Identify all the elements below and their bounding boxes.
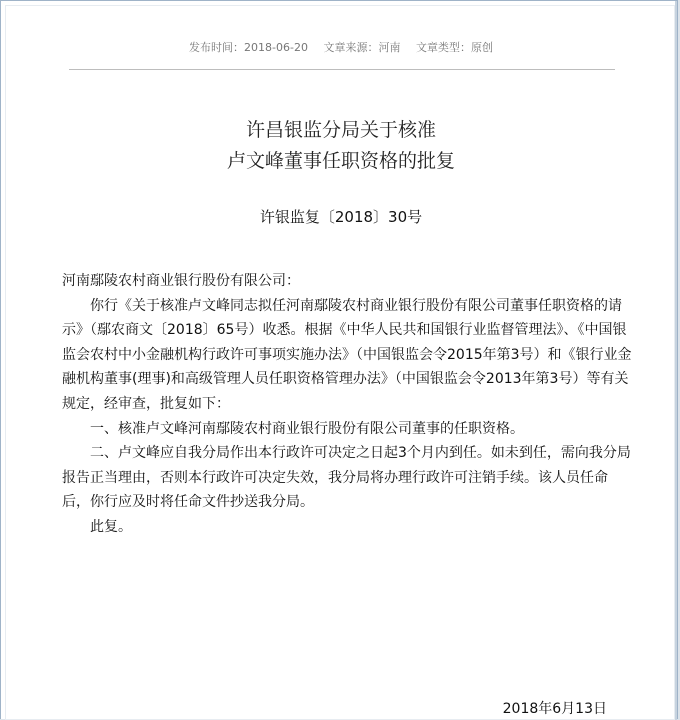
recipient-line: 河南鄢陵农村商业银行股份有限公司： xyxy=(62,273,300,289)
paragraph-3: 二、卢文峰应自我分局作出本行政许可决定之日起3个月内到任。如未到任，需向我分局报告正当理由，否则本行政许可决定失效，我分局将办理行政许可注销手续。该人员任命后，你行应及时将任命文件抄送我分局。 xyxy=(62,445,631,511)
issue-date: 2018年6月13日 xyxy=(502,701,607,717)
article-type: 文章类型：原创 xyxy=(415,41,493,54)
publish-time: 发布时间：2018-06-20 xyxy=(189,41,308,54)
paragraph-1: 你行《关于核准卢文峰同志拟任河南鄢陵农村商业银行股份有限公司董事任职资格的请示》（鄢农商文〔2018〕65号）收悉。根据《中华人民共和国银行业监督管理法》、《中国银监会农村中小金融机构行政许可事项实施办法》（中国银监会令2015年第3号）和《银行业金融机构董事(理事)和高级管理人员任职资格管理办法》（中国银监会令2013年第3号）等有关规定，经审查，批复如下： xyxy=(62,297,632,412)
article-meta xyxy=(1,39,680,55)
document-title-line-1: 许昌银监分局关于核准 xyxy=(245,119,436,141)
article-source: 文章来源：河南 xyxy=(323,41,401,54)
document-title-line-2: 卢文峰董事任职资格的批复 xyxy=(226,150,455,172)
window-edge xyxy=(675,1,677,720)
closing-line: 此复。 xyxy=(90,518,132,535)
document-body xyxy=(62,269,632,540)
document-number: 许银监复〔2018〕30号 xyxy=(259,208,423,226)
paragraph-2: 一、核准卢文峰河南鄢陵农村商业银行股份有限公司董事的任职资格。 xyxy=(90,420,524,437)
header-divider xyxy=(69,69,615,70)
